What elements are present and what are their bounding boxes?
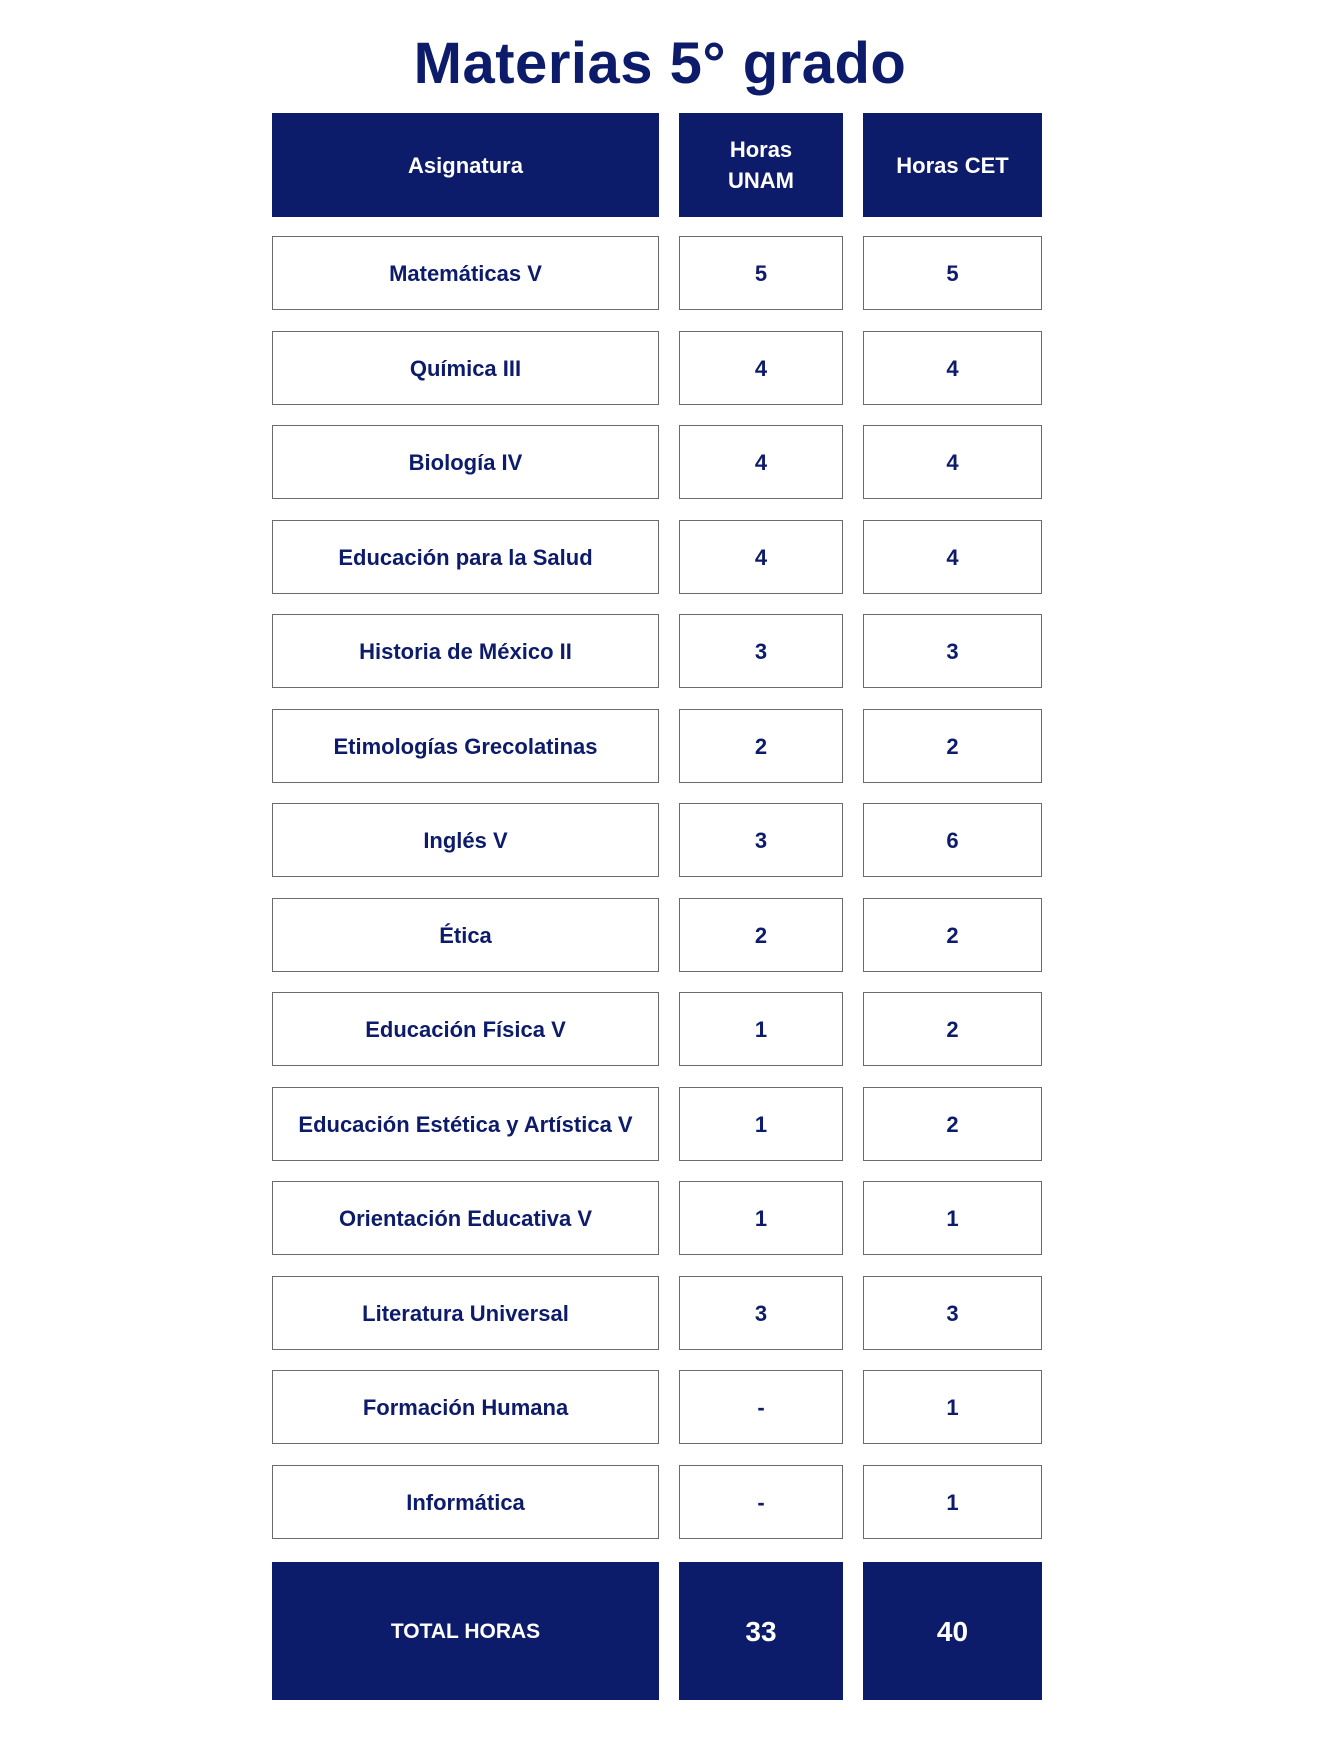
cell-hours-cet: 4 [863,520,1042,594]
total-label: TOTAL HORAS [272,1562,659,1700]
cell-hours-unam: 1 [679,1087,843,1161]
cell-hours-unam: 3 [679,1276,843,1350]
cell-hours-cet: 6 [863,803,1042,877]
header-hours-unam-line2: UNAM [728,168,794,193]
cell-hours-unam: - [679,1370,843,1444]
cell-hours-cet: 1 [863,1370,1042,1444]
cell-hours-cet: 2 [863,1087,1042,1161]
cell-subject: Orientación Educativa V [272,1181,659,1255]
cell-hours-cet: 1 [863,1465,1042,1539]
cell-hours-cet: 4 [863,425,1042,499]
cell-subject: Matemáticas V [272,236,659,310]
cell-hours-cet: 2 [863,898,1042,972]
header-hours-unam-line1: Horas [729,137,793,162]
cell-hours-unam: 4 [679,520,843,594]
cell-subject: Informática [272,1465,659,1539]
page-title: Materias 5° grado [413,31,907,96]
cell-hours-cet: 1 [863,1181,1042,1255]
cell-hours-cet: 4 [863,331,1042,405]
cell-hours-cet: 3 [863,614,1042,688]
cell-hours-unam: 3 [679,614,843,688]
cell-hours-cet: 5 [863,236,1042,310]
cell-hours-unam: 4 [679,331,843,405]
cell-hours-unam: - [679,1465,843,1539]
cell-subject: Biología IV [272,425,659,499]
cell-subject: Química III [272,331,659,405]
header-hours-unam [679,113,843,217]
header-hours-cet: Horas CET [863,113,1042,217]
cell-hours-cet: 2 [863,709,1042,783]
cell-subject: Etimologías Grecolatinas [272,709,659,783]
cell-hours-unam: 1 [679,992,843,1066]
cell-subject: Historia de México II [272,614,659,688]
cell-hours-unam: 2 [679,709,843,783]
cell-subject: Inglés V [272,803,659,877]
cell-subject: Formación Humana [272,1370,659,1444]
cell-hours-unam: 2 [679,898,843,972]
cell-hours-unam: 1 [679,1181,843,1255]
cell-subject: Educación para la Salud [272,520,659,594]
cell-hours-unam: 3 [679,803,843,877]
cell-subject: Educación Estética y Artística V [272,1087,659,1161]
total-hours-unam: 33 [679,1562,843,1700]
total-hours-cet: 40 [863,1562,1042,1700]
cell-hours-unam: 5 [679,236,843,310]
cell-hours-unam: 4 [679,425,843,499]
cell-hours-cet: 3 [863,1276,1042,1350]
cell-subject: Literatura Universal [272,1276,659,1350]
header-subject: Asignatura [272,113,659,217]
cell-subject: Educación Física V [272,992,659,1066]
cell-hours-cet: 2 [863,992,1042,1066]
cell-subject: Ética [272,898,659,972]
